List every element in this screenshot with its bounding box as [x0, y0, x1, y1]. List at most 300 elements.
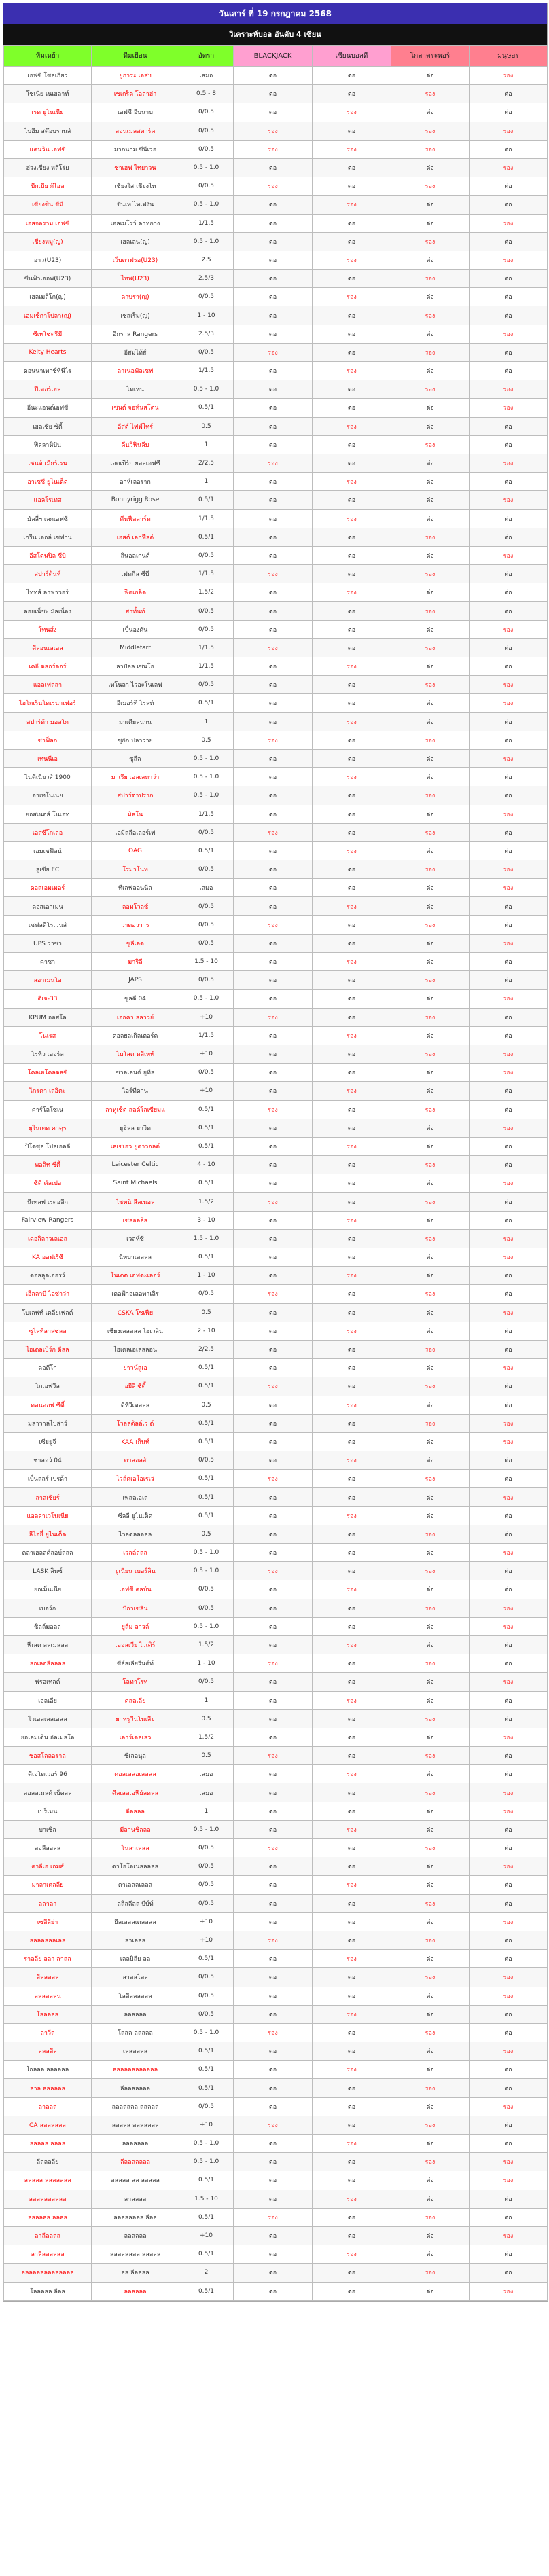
pick-tipster-2: ต่อ	[313, 343, 391, 361]
odds-value: 1.5/2	[179, 1728, 234, 1746]
table-row	[4, 620, 548, 638]
home-team: เรด ยูโนเนีย	[4, 103, 92, 122]
table-row	[4, 676, 548, 694]
pick-tipster-3: รอง	[391, 528, 470, 546]
home-team: เบ็นลลร์ เบรด้า	[4, 1470, 92, 1488]
table-row	[4, 1635, 548, 1654]
away-team: เออลเวีย ไวเดิร์	[92, 1635, 179, 1654]
pick-tipster-2: รอง	[313, 103, 391, 122]
table-row	[4, 1931, 548, 1949]
table-row	[4, 1488, 548, 1506]
pick-blackjack: ต่อ	[234, 694, 313, 712]
odds-value: 0/0.5	[179, 1987, 234, 2005]
table-row	[4, 1229, 548, 1248]
pick-tipster-4: ต่อ	[470, 1876, 548, 1894]
pick-tipster-2: ต่อ	[313, 1599, 391, 1617]
pick-blackjack: ต่อ	[234, 1211, 313, 1229]
pick-blackjack: ต่อ	[234, 1820, 313, 1838]
pick-blackjack: ต่อ	[234, 1303, 313, 1322]
pick-tipster-4: ต่อ	[470, 1635, 548, 1654]
pick-tipster-2: รอง	[313, 1506, 391, 1525]
odds-value: +10	[179, 2116, 234, 2134]
pick-tipster-3: ต่อ	[391, 546, 470, 564]
pick-blackjack: ต่อ	[234, 602, 313, 620]
pick-tipster-3: ต่อ	[391, 1396, 470, 1414]
pick-tipster-2: ต่อ	[313, 1100, 391, 1119]
odds-value: 0.5/1	[179, 399, 234, 417]
pick-tipster-4: ต่อ	[470, 565, 548, 583]
table-row	[4, 1876, 548, 1894]
odds-value: 0.5/1	[179, 1414, 234, 1432]
pick-tipster-4: ต่อ	[470, 1470, 548, 1488]
away-team: โรมาโนท	[92, 860, 179, 879]
away-team: ลลลลล ลลลลลลล	[92, 2116, 179, 2134]
odds-value: 1/1.5	[179, 362, 234, 380]
odds-value: 0/0.5	[179, 103, 234, 122]
table-row	[4, 1174, 548, 1193]
odds-value: 2/2.5	[179, 1340, 234, 1358]
pick-blackjack: ต่อ	[234, 1673, 313, 1691]
pick-tipster-2: รอง	[313, 1635, 391, 1654]
pick-blackjack: ต่อ	[234, 805, 313, 823]
odds-value: 0/0.5	[179, 602, 234, 620]
pick-tipster-2: ต่อ	[313, 565, 391, 583]
pick-tipster-3: รอง	[391, 1894, 470, 1912]
home-team: ลลลลลลลเลล	[4, 1931, 92, 1949]
home-team: ดีเจ-33	[4, 990, 92, 1008]
pick-tipster-3: ต่อ	[391, 67, 470, 85]
date-title: วันเสาร์ ที่ 19 กรกฎาคม 2568	[3, 3, 547, 24]
pick-blackjack: รอง	[234, 1931, 313, 1949]
pick-blackjack: ต่อ	[234, 1026, 313, 1045]
table-row	[4, 1082, 548, 1100]
odds-value: 0/0.5	[179, 1451, 234, 1470]
column-header-home: ทีมเหย้า	[4, 46, 92, 67]
odds-value: 1/1.5	[179, 805, 234, 823]
pick-tipster-2: ต่อ	[313, 1747, 391, 1765]
pick-blackjack: ต่อ	[234, 1506, 313, 1525]
pick-tipster-3: ต่อ	[391, 1119, 470, 1137]
pick-blackjack: ต่อ	[234, 953, 313, 971]
odds-value: 1 - 10	[179, 1654, 234, 1673]
home-team: แอลลาเวโนเนีย	[4, 1506, 92, 1525]
pick-tipster-2: ต่อ	[313, 454, 391, 472]
pick-tipster-4: รอง	[470, 620, 548, 638]
pick-tipster-3: ต่อ	[391, 1617, 470, 1635]
pick-tipster-2: ต่อ	[313, 1857, 391, 1876]
table-row	[4, 140, 548, 158]
odds-value: +10	[179, 1931, 234, 1949]
home-team: ฟรอเทลด์	[4, 1673, 92, 1691]
pick-tipster-3: ต่อ	[391, 325, 470, 343]
odds-value: 0.5 - 1.0	[179, 1617, 234, 1635]
pick-blackjack: รอง	[234, 454, 313, 472]
home-team: ปีเตอร์เฮล	[4, 380, 92, 399]
pick-tipster-2: รอง	[313, 473, 391, 491]
away-team: มาเดียลนาน	[92, 712, 179, 731]
away-team: โวลลดิลล์เว ด์	[92, 1414, 179, 1432]
home-team: เอมเซฟีลน์	[4, 841, 92, 860]
pick-blackjack: ต่อ	[234, 2190, 313, 2208]
away-team: มิลโน	[92, 805, 179, 823]
away-team: ดาเลลลเลลล	[92, 1876, 179, 1894]
pick-tipster-3: รอง	[391, 1340, 470, 1358]
odds-value: +10	[179, 2226, 234, 2245]
pick-blackjack: ต่อ	[234, 232, 313, 251]
pick-blackjack: ต่อ	[234, 676, 313, 694]
pick-blackjack: ต่อ	[234, 2153, 313, 2171]
odds-value: 1.5 - 10	[179, 2190, 234, 2208]
pick-blackjack: ต่อ	[234, 399, 313, 417]
pick-tipster-3: ต่อ	[391, 158, 470, 177]
home-team: ลอเลอลีลลลล	[4, 1654, 92, 1673]
pick-tipster-2: ต่อ	[313, 214, 391, 232]
odds-value: 1	[179, 473, 234, 491]
away-team: Saint Michaels	[92, 1174, 179, 1193]
pick-tipster-4: รอง	[470, 158, 548, 177]
pick-tipster-4: ต่อ	[470, 971, 548, 990]
table-row	[4, 2023, 548, 2042]
pick-tipster-3: รอง	[391, 435, 470, 454]
away-team: ยาวน์ลูเอ	[92, 1359, 179, 1377]
pick-blackjack: ต่อ	[234, 1064, 313, 1082]
odds-value: 0/0.5	[179, 1599, 234, 1617]
home-team: CA ลลลลลลล	[4, 2116, 92, 2134]
away-team: ชีนเท ไทเฟงัน	[92, 196, 179, 214]
away-team: ยูการะ เอสฯ	[92, 67, 179, 85]
odds-value: 0.5 - 1.0	[179, 1820, 234, 1838]
odds-value: 1.5/2	[179, 1635, 234, 1654]
pick-tipster-3: ต่อ	[391, 2245, 470, 2264]
pick-tipster-2: รอง	[313, 1396, 391, 1414]
pick-tipster-2: ต่อ	[313, 1119, 391, 1137]
pick-blackjack: ต่อ	[234, 934, 313, 952]
odds-value: 1/1.5	[179, 657, 234, 676]
pick-tipster-2: ต่อ	[313, 270, 391, 288]
away-team: เฮลเมโรว์ คาหกาง	[92, 214, 179, 232]
pick-tipster-4: ต่อ	[470, 786, 548, 805]
odds-value: 0.5/1	[179, 2061, 234, 2079]
table-row	[4, 1968, 548, 1987]
table-row	[4, 232, 548, 251]
pick-tipster-4: ต่อ	[470, 232, 548, 251]
odds-value: 0/0.5	[179, 934, 234, 952]
pick-blackjack: ต่อ	[234, 1451, 313, 1470]
pick-tipster-4: ต่อ	[470, 362, 548, 380]
away-team: ดีลเลลเอฟีย์ลดลล	[92, 1783, 179, 1802]
pick-tipster-4: รอง	[470, 1174, 548, 1193]
pick-tipster-2: ต่อ	[313, 1839, 391, 1857]
pick-tipster-4: รอง	[470, 1987, 548, 2005]
home-team: โซเนีย เนเฮลาท์	[4, 85, 92, 103]
pick-tipster-3: รอง	[391, 2264, 470, 2282]
table-row	[4, 934, 548, 952]
table-row	[4, 860, 548, 879]
odds-value: 0/0.5	[179, 1580, 234, 1599]
pick-tipster-3: รอง	[391, 602, 470, 620]
pick-tipster-3: ต่อ	[391, 362, 470, 380]
table-row	[4, 731, 548, 749]
pick-tipster-3: รอง	[391, 565, 470, 583]
table-row	[4, 1045, 548, 1063]
away-team: ลอมโวลซ์	[92, 897, 179, 915]
home-team: เซียงซิน ชีมี	[4, 196, 92, 214]
pick-tipster-4: รอง	[470, 454, 548, 472]
pick-blackjack: ต่อ	[234, 103, 313, 122]
table-row	[4, 565, 548, 583]
pick-tipster-2: ต่อ	[313, 1285, 391, 1303]
pick-blackjack: ต่อ	[234, 1894, 313, 1912]
home-team: UPS วาซา	[4, 934, 92, 952]
pick-tipster-3: ต่อ	[391, 2061, 470, 2079]
pick-tipster-4: ต่อ	[470, 1082, 548, 1100]
pick-blackjack: ต่อ	[234, 2097, 313, 2116]
odds-value: 0.5/1	[179, 2245, 234, 2264]
pick-tipster-2: รอง	[313, 2061, 391, 2079]
pick-tipster-2: ต่อ	[313, 1987, 391, 2005]
odds-value: 0.5/1	[179, 2282, 234, 2300]
pick-tipster-3: รอง	[391, 1562, 470, 1580]
pick-tipster-2: ต่อ	[313, 915, 391, 934]
pick-tipster-3: ต่อ	[391, 1026, 470, 1045]
pick-tipster-4: ต่อ	[470, 2264, 548, 2282]
pick-tipster-2: รอง	[313, 1026, 391, 1045]
table-row	[4, 454, 548, 472]
pick-tipster-3: ต่อ	[391, 2226, 470, 2245]
home-team: โทนส์ง	[4, 620, 92, 638]
pick-tipster-2: ต่อ	[313, 1544, 391, 1562]
pick-blackjack: ต่อ	[234, 1728, 313, 1746]
pick-tipster-2: ต่อ	[313, 1064, 391, 1082]
away-team: ซูลดี 04	[92, 990, 179, 1008]
pick-tipster-2: รอง	[313, 2245, 391, 2264]
pick-blackjack: ต่อ	[234, 1488, 313, 1506]
pick-tipster-4: ต่อ	[470, 2190, 548, 2208]
pick-tipster-3: รอง	[391, 1747, 470, 1765]
pick-tipster-4: ต่อ	[470, 1193, 548, 1211]
pick-tipster-3: รอง	[391, 1008, 470, 1026]
pick-blackjack: ต่อ	[234, 2245, 313, 2264]
away-team: ลลลลลล	[92, 2005, 179, 2023]
pick-tipster-2: รอง	[313, 583, 391, 602]
table-row	[4, 1064, 548, 1082]
pick-blackjack: ต่อ	[234, 841, 313, 860]
odds-value: 0/0.5	[179, 1894, 234, 1912]
away-team: ยาทรูวีนโนเลีย	[92, 1709, 179, 1728]
home-team: ลีโอยี่ ยูไนเต็ด	[4, 1525, 92, 1543]
home-team: ลลลลลลลลลลลลลล	[4, 2264, 92, 2282]
pick-tipster-3: ต่อ	[391, 953, 470, 971]
home-team: แอลโรเทส	[4, 491, 92, 509]
pick-blackjack: ต่อ	[234, 2264, 313, 2282]
odds-value: 0.5 - 1.0	[179, 2153, 234, 2171]
pick-tipster-3: ต่อ	[391, 288, 470, 306]
pick-blackjack: ต่อ	[234, 1137, 313, 1155]
pick-tipster-4: รอง	[470, 1544, 548, 1562]
odds-value: 0/0.5	[179, 823, 234, 841]
pick-blackjack: ต่อ	[234, 657, 313, 676]
pick-tipster-4: รอง	[470, 934, 548, 952]
odds-value: 0/0.5	[179, 122, 234, 140]
away-team: Bonnyrigg Rose	[92, 491, 179, 509]
pick-tipster-2: ต่อ	[313, 694, 391, 712]
home-team: ราลลีย ลลา ลาลล	[4, 1950, 92, 1968]
pick-tipster-2: ต่อ	[313, 749, 391, 767]
pick-tipster-3: รอง	[391, 1525, 470, 1543]
home-team: ฟิลลาหิปัน	[4, 435, 92, 454]
pick-blackjack: ต่อ	[234, 2282, 313, 2300]
table-row	[4, 1728, 548, 1746]
pick-tipster-4: ต่อ	[470, 583, 548, 602]
pick-blackjack: ต่อ	[234, 1432, 313, 1451]
column-header-tipster-4: มนุษอร	[470, 46, 548, 67]
pick-blackjack: ต่อ	[234, 749, 313, 767]
table-row	[4, 2153, 548, 2171]
odds-value: 0.5	[179, 731, 234, 749]
pick-blackjack: ต่อ	[234, 1414, 313, 1432]
pick-tipster-2: ต่อ	[313, 1432, 391, 1451]
pick-tipster-3: ต่อ	[391, 1248, 470, 1267]
table-row	[4, 1193, 548, 1211]
pick-tipster-3: ต่อ	[391, 1451, 470, 1470]
pick-tipster-2: ต่อ	[313, 85, 391, 103]
pick-tipster-2: รอง	[313, 953, 391, 971]
pick-tipster-2: ต่อ	[313, 638, 391, 657]
home-team: เอ็ลลาบี ไอซ่าว่า	[4, 1285, 92, 1303]
pick-tipster-3: รอง	[391, 1931, 470, 1949]
pick-blackjack: ต่อ	[234, 1544, 313, 1562]
odds-value: 0/0.5	[179, 2005, 234, 2023]
pick-blackjack: ต่อ	[234, 2226, 313, 2245]
home-team: โลลลลล	[4, 2005, 92, 2023]
pick-tipster-4: ต่อ	[470, 85, 548, 103]
column-header-odds: อัตรา	[179, 46, 234, 67]
pick-tipster-4: ต่อ	[470, 1894, 548, 1912]
pick-blackjack: ต่อ	[234, 971, 313, 990]
table-row	[4, 1432, 548, 1451]
pick-tipster-2: ต่อ	[313, 1802, 391, 1820]
home-team: ดีลอนเลเอล	[4, 638, 92, 657]
pick-blackjack: รอง	[234, 731, 313, 749]
pick-tipster-4: รอง	[470, 879, 548, 897]
table-row	[4, 1654, 548, 1673]
away-team: เลเซเอว ยูดาวอลด์	[92, 1137, 179, 1155]
pick-tipster-4: รอง	[470, 1248, 548, 1267]
home-team: เอสซีโกเลอ	[4, 823, 92, 841]
home-team: Fairview Rangers	[4, 1211, 92, 1229]
away-team: ลาเนอฟัลเซฟ	[92, 362, 179, 380]
pick-tipster-3: ต่อ	[391, 712, 470, 731]
away-team: เซเกร็ต โอลาฮ่า	[92, 85, 179, 103]
away-team: คีนวิฟินลีม	[92, 435, 179, 454]
table-row	[4, 362, 548, 380]
odds-value: 2.5	[179, 251, 234, 269]
away-team: ลาปัลล เซนโอ	[92, 657, 179, 676]
pick-blackjack: ต่อ	[234, 67, 313, 85]
pick-tipster-4: ต่อ	[470, 1211, 548, 1229]
home-team: LASK ลินซ์	[4, 1562, 92, 1580]
pick-tipster-3: รอง	[391, 1100, 470, 1119]
pick-tipster-4: ต่อ	[470, 1267, 548, 1285]
away-team: เฟทกีล ซีบี	[92, 565, 179, 583]
pick-blackjack: รอง	[234, 1285, 313, 1303]
odds-value: 0.5	[179, 1303, 234, 1322]
odds-value: 0.5 - 1.0	[179, 749, 234, 767]
odds-value: 0.5/1	[179, 2208, 234, 2226]
table-row	[4, 1580, 548, 1599]
table-row	[4, 343, 548, 361]
pick-blackjack: ต่อ	[234, 473, 313, 491]
pick-tipster-4: ต่อ	[470, 1285, 548, 1303]
pick-tipster-4: รอง	[470, 2282, 548, 2300]
odds-value: 1 - 10	[179, 306, 234, 325]
pick-blackjack: ต่อ	[234, 2079, 313, 2097]
pick-tipster-4: ต่อ	[470, 509, 548, 528]
table-row	[4, 1100, 548, 1119]
home-team: เกรีน เออล์ เซฟาน	[4, 528, 92, 546]
pick-tipster-2: ต่อ	[313, 2153, 391, 2171]
pick-tipster-4: รอง	[470, 1432, 548, 1451]
pick-tipster-2: รอง	[313, 509, 391, 528]
pick-tipster-4: รอง	[470, 1119, 548, 1137]
home-team: ดลาเฮลลด์ลอบ์ลลล	[4, 1544, 92, 1562]
table-row	[4, 841, 548, 860]
pick-tipster-3: ต่อ	[391, 491, 470, 509]
table-row	[4, 1008, 548, 1026]
table-row	[4, 2116, 548, 2134]
pick-tipster-3: ต่อ	[391, 879, 470, 897]
column-header-away: ทีมเยือน	[92, 46, 179, 67]
pick-blackjack: ต่อ	[234, 1912, 313, 1931]
away-team: เลาร์เดลเลว	[92, 1728, 179, 1746]
pick-tipster-2: รอง	[313, 417, 391, 435]
home-team: คาร์โลโซเน	[4, 1100, 92, 1119]
odds-value: 1/1.5	[179, 638, 234, 657]
home-team: ไฮเดลเบิร์ก ดีลล	[4, 1340, 92, 1358]
odds-value: +10	[179, 1045, 234, 1063]
away-team: ลอนเมลสตาร์ค	[92, 122, 179, 140]
home-team: ลลลลีล	[4, 2042, 92, 2061]
away-team: ลลลลลลลล ลลลลล	[92, 2245, 179, 2264]
pick-blackjack: ต่อ	[234, 1174, 313, 1193]
table-row	[4, 971, 548, 990]
odds-value: 2	[179, 2264, 234, 2282]
home-team: อาว(U23)	[4, 251, 92, 269]
odds-value: เสมอ	[179, 1783, 234, 1802]
table-row	[4, 528, 548, 546]
pick-tipster-4: ต่อ	[470, 2079, 548, 2097]
away-team: ดอลเลลอเลลลล	[92, 1765, 179, 1783]
home-team: เทนนีเอ	[4, 749, 92, 767]
pick-tipster-3: รอง	[391, 1968, 470, 1987]
home-team: โบฮีม สต๊อบรานส์	[4, 122, 92, 140]
pick-tipster-3: รอง	[391, 2116, 470, 2134]
odds-value: 0.5/1	[179, 2042, 234, 2061]
table-row	[4, 270, 548, 288]
away-team: ซีเลอนุล	[92, 1747, 179, 1765]
away-team: ยีลเลลลเดลลลล	[92, 1912, 179, 1931]
pick-blackjack: ต่อ	[234, 2171, 313, 2190]
pick-tipster-4: ต่อ	[470, 1100, 548, 1119]
home-team: เชียงหมู(ญ)	[4, 232, 92, 251]
table-row	[4, 85, 548, 103]
pick-tipster-4: ต่อ	[470, 1580, 548, 1599]
pick-blackjack: ต่อ	[234, 860, 313, 879]
table-row	[4, 1303, 548, 1322]
home-team: โคลเฮโคลดสซี	[4, 1064, 92, 1082]
pick-tipster-2: ต่อ	[313, 158, 391, 177]
home-team: อาเทโนเนย	[4, 786, 92, 805]
